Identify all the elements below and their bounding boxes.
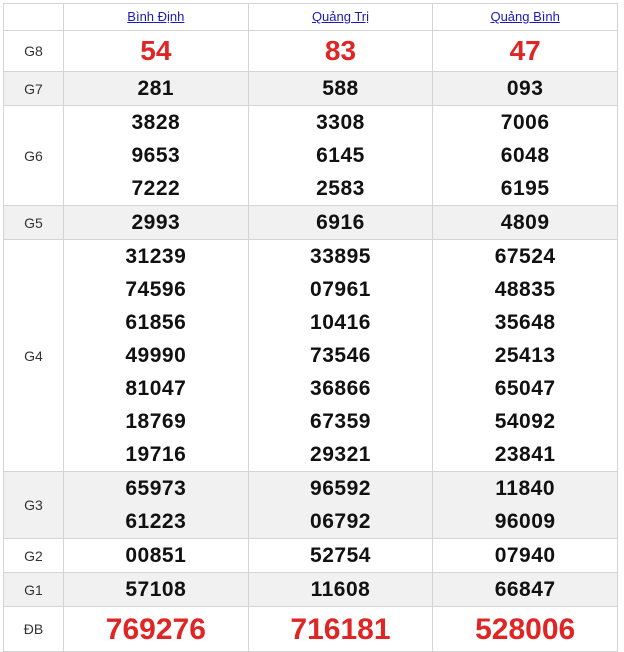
prize-number: 18769 — [125, 410, 187, 433]
prize-number: 74596 — [125, 278, 187, 301]
prize-row-g1 — [4, 573, 618, 607]
prize-label-g5: G5 — [4, 206, 64, 240]
prize-label-g3: G3 — [4, 472, 64, 539]
prize-number: 66847 — [494, 578, 556, 601]
prize-row-g3 — [4, 472, 618, 539]
prize-row-g4 — [4, 240, 618, 472]
prize-number: 54092 — [494, 410, 556, 433]
prize-number: 07961 — [310, 278, 371, 301]
prize-label-g1: G1 — [4, 573, 64, 607]
special-prize-number: 769276 — [105, 612, 206, 646]
prize-number: 19716 — [125, 443, 187, 466]
prize-row-g8 — [4, 31, 618, 72]
prize-number: 61223 — [125, 510, 187, 533]
province-link-binh-dinh[interactable]: Bình Định — [127, 9, 185, 24]
prize-row-g7 — [4, 72, 618, 106]
prize-number: 3308 — [316, 111, 365, 134]
prize-number: 25413 — [494, 344, 556, 367]
prize-number: 48835 — [494, 278, 556, 301]
prize-number: 67359 — [310, 410, 371, 433]
prize-row-g5 — [4, 206, 618, 240]
prize-label-g2: G2 — [4, 539, 64, 573]
prize-number: 61856 — [125, 311, 187, 334]
prize-number: 093 — [506, 77, 544, 100]
prize-number: 6145 — [316, 144, 365, 167]
prize-number: 47 — [509, 35, 541, 66]
prize-number: 6916 — [316, 211, 365, 234]
prize-number: 31239 — [125, 245, 187, 268]
prize-number: 10416 — [310, 311, 371, 334]
prize-number: 6195 — [500, 177, 550, 200]
prize-row-g6 — [4, 106, 618, 206]
prize-label-special: ĐB — [4, 607, 64, 652]
prize-number: 54 — [140, 35, 172, 66]
prize-number: 36866 — [310, 377, 371, 400]
prize-number: 6048 — [500, 144, 550, 167]
prize-number: 96009 — [494, 510, 556, 533]
prize-number: 67524 — [494, 245, 556, 268]
prize-number: 11840 — [495, 477, 556, 500]
prize-label-g8: G8 — [4, 31, 64, 72]
prize-number: 49990 — [125, 344, 187, 367]
special-prize-number: 528006 — [475, 612, 576, 646]
prize-number: 33895 — [310, 245, 371, 268]
prize-number: 35648 — [494, 311, 556, 334]
province-link-quang-tri[interactable]: Quảng Trị — [311, 9, 370, 24]
prize-number: 81047 — [125, 377, 187, 400]
prize-number: 7006 — [500, 111, 550, 134]
prize-number: 588 — [322, 77, 359, 100]
special-prize-number: 716181 — [290, 612, 391, 646]
prize-number: 73546 — [310, 344, 371, 367]
prize-number: 52754 — [310, 544, 371, 567]
prize-label-g4: G4 — [4, 240, 64, 472]
lottery-results-table — [3, 3, 618, 652]
prize-number: 65973 — [125, 477, 187, 500]
prize-number: 2993 — [131, 211, 181, 234]
prize-number: 29321 — [310, 443, 371, 466]
prize-number: 7222 — [131, 177, 181, 200]
prize-label-g7: G7 — [4, 72, 64, 106]
prize-number: 65047 — [494, 377, 556, 400]
province-link-quang-binh[interactable]: Quảng Bình — [490, 9, 560, 24]
prize-row-special — [4, 607, 618, 652]
prize-number: 83 — [324, 35, 357, 66]
prize-number: 06792 — [310, 510, 371, 533]
prize-number: 4809 — [500, 211, 550, 234]
prize-number: 281 — [137, 77, 175, 100]
prize-number: 57108 — [125, 578, 187, 601]
prize-number: 07940 — [494, 544, 556, 567]
header-blank — [4, 4, 64, 31]
prize-number: 3828 — [131, 111, 181, 134]
prize-number: 23841 — [494, 443, 556, 466]
prize-number: 96592 — [310, 477, 371, 500]
prize-number: 9653 — [131, 144, 181, 167]
prize-number: 00851 — [125, 544, 187, 567]
prize-number: 11608 — [310, 578, 371, 601]
prize-label-g6: G6 — [4, 106, 64, 206]
prize-number: 2583 — [316, 177, 365, 200]
prize-row-g2 — [4, 539, 618, 573]
header-row — [4, 4, 618, 31]
